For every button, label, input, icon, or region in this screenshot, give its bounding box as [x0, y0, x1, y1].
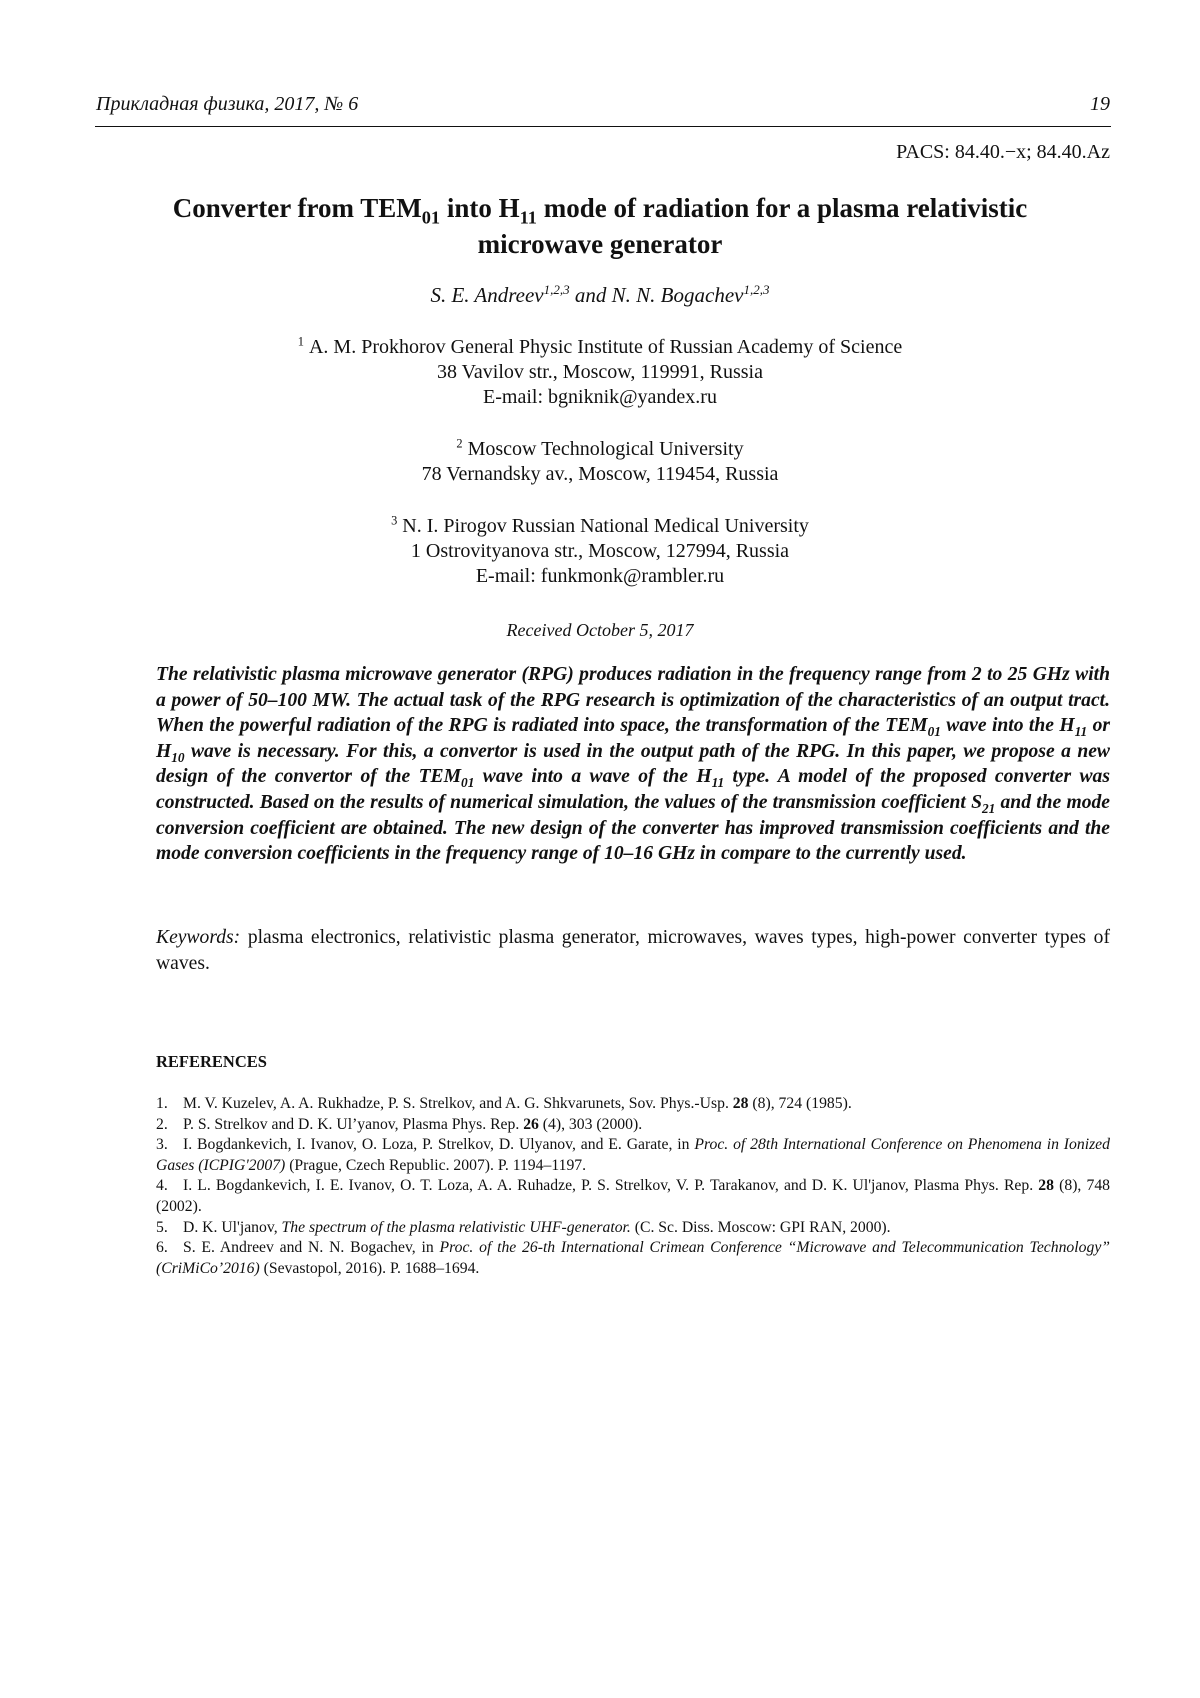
author-affiliation-mark: 1,2,3 [743, 282, 770, 297]
received-date: Received October 5, 2017 [506, 620, 694, 640]
affiliation-mark: 1 [297, 334, 304, 349]
affiliation-3 [160, 514, 1040, 589]
reference-item: 3. I. Bogdankevich, I. Ivanov, O. Loza, P. Strelkov, D. Ulyanov, and E. Garate, in Proc. of 28th International Conference on Phenomena in Ionized Gases (ICPIG'2007) (Prague, Czech Republic. 2007). P. 1194–1197. [156, 1136, 1110, 1174]
journal-name: Прикладная физика, 2017, № 6 [96, 93, 359, 115]
affiliation-line: 1 Ostrovityanova str., Moscow, 127994, Russia [410, 540, 790, 562]
affiliation-2 [160, 437, 1040, 487]
pacs-codes: PACS: 84.40.−x; 84.40.Az [896, 141, 1110, 163]
author-name: N. N. Bogachev [611, 283, 744, 307]
abstract: The relativistic plasma microwave generator (RPG) produces radiation in the frequency range from 2 to 25 GHz with a power of 50–100 MW. The actual task of the RPG research is optimization of the characteristics of an output tract. When the powerful radiation of the RPG is radiated into space, the transformation of the $TEM_{01}$ wave into the $H_{11}$ or $H_{10}$ wave is necessary. For this, a convertor is used in the output path of the RPG. In this paper, we propose a new design of the convertor of the $TEM_{01}$ wave into a wave of the $H_{11}$ type. A model of the proposed converter was constructed. Based on the results of numerical simulation, the values of the transmission coefficient $S_{21}$ and the mode conversion coefficient are obtained. The new design of the converter has improved transmission coefficients and the mode conversion coefficients in the frequency range of 10–16 GHz in compare to the currently used. [156, 664, 1110, 865]
keywords-label: Keywords: [156, 927, 241, 948]
reference-item: 5. D. K. Ul'janov, The spectrum of the plasma relativistic UHF-generator. (C. Sc. Diss. Moscow: GPI RAN, 2000). [156, 1218, 891, 1236]
running-head [96, 93, 1110, 116]
affiliation-line: A. M. Prokhorov General Physic Institute of Russian Academy of Science [308, 336, 903, 358]
reference-item: 6. S. E. Andreev and N. N. Bogachev, in Proc. of the 26-th International Crimean Conference “Microwave and Telecommunication Technology” (CriMiCo’2016) (Sevastopol, 2016). P. 1688–1694. [156, 1239, 1111, 1277]
affiliation-line: N. I. Pirogov Russian National Medical University [402, 515, 809, 537]
affiliation-email: E-mail: bgniknik@yandex.ru [483, 386, 717, 408]
header-rule [95, 126, 1111, 127]
affiliation-line: 78 Vernandsky av., Moscow, 119454, Russia [421, 463, 779, 485]
affiliation-line: Moscow Technological University [467, 438, 744, 460]
page-number: 19 [1090, 93, 1110, 115]
keywords-text: plasma electronics, relativistic plasma generator, microwaves, waves types, high-power converter types of waves. [156, 927, 1110, 974]
author-name: S. E. Andreev [430, 283, 544, 307]
affiliation-mark: 2 [456, 436, 463, 451]
affiliation-email: E-mail: funkmonk@rambler.ru [475, 565, 725, 587]
author-affiliation-mark: 1,2,3 [543, 282, 570, 297]
reference-item: 4. I. L. Bogdankevich, I. E. Ivanov, O. T. Loza, A. A. Ruhadze, P. S. Strelkov, V. P. Tarakanov, and D. K. Ul'janov, Plasma Phys. Rep. 28 (8), 748 (2002). [156, 1177, 1111, 1215]
paper-title: Converter from $TEM_{01}$ into $H_{11}$ mode of radiation for a plasma relativistic microwave generator [172, 193, 1028, 259]
references-list [156, 1094, 1110, 1279]
author-list: S. E. Andreev$^{1,2,3}$ and N. N. Bogachev$^{1,2,3}$ [430, 282, 770, 307]
affiliation-line: 38 Vavilov str., Moscow, 119991, Russia [437, 361, 763, 383]
affiliation-mark: 3 [391, 513, 398, 528]
keywords [156, 925, 1110, 976]
references-heading: REFERENCES [156, 1052, 267, 1071]
reference-item: 2. P. S. Strelkov and D. K. Ul’yanov, Plasma Phys. Rep. 26 (4), 303 (2000). [156, 1115, 643, 1133]
reference-item: 1. M. V. Kuzelev, A. A. Rukhadze, P. S. Strelkov, and A. G. Shkvarunets, Sov. Phys.-Usp. 28 (8), 724 (1985). [156, 1095, 852, 1112]
affiliation-1 [160, 335, 1040, 410]
